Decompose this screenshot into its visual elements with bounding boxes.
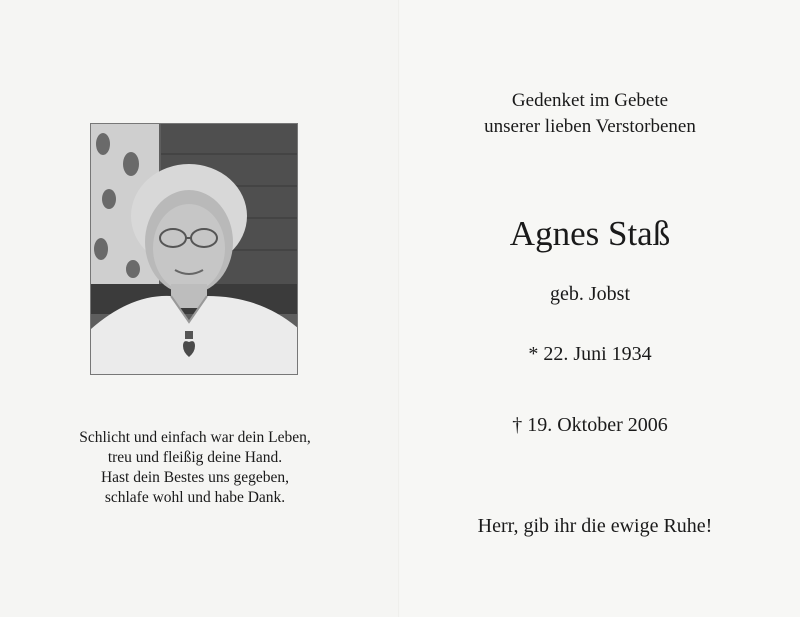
prayer-text: Herr, gib ihr die ewige Ruhe! (477, 515, 713, 537)
maiden-name: geb. Jobst (550, 283, 630, 305)
portrait-photo (90, 123, 298, 375)
birth-date: * 22. Juni 1934 (528, 343, 652, 365)
portrait-image (91, 124, 298, 375)
intro-text (440, 88, 740, 140)
death-date: † 19. Oktober 2006 (512, 414, 668, 436)
verse-line: schlafe wohl und habe Dank. (104, 489, 286, 506)
intro-line: unserer lieben Verstorbenen (484, 116, 696, 137)
memorial-verse (40, 428, 350, 508)
intro-line: Gedenket im Gebete (511, 90, 669, 111)
deceased-name: Agnes Staß (509, 214, 671, 253)
verse-line: Schlicht und einfach war dein Leben, (79, 429, 311, 446)
verse-line: Hast dein Bestes uns gegeben, (100, 469, 290, 486)
verse-line: treu und fleißig deine Hand. (107, 449, 283, 466)
